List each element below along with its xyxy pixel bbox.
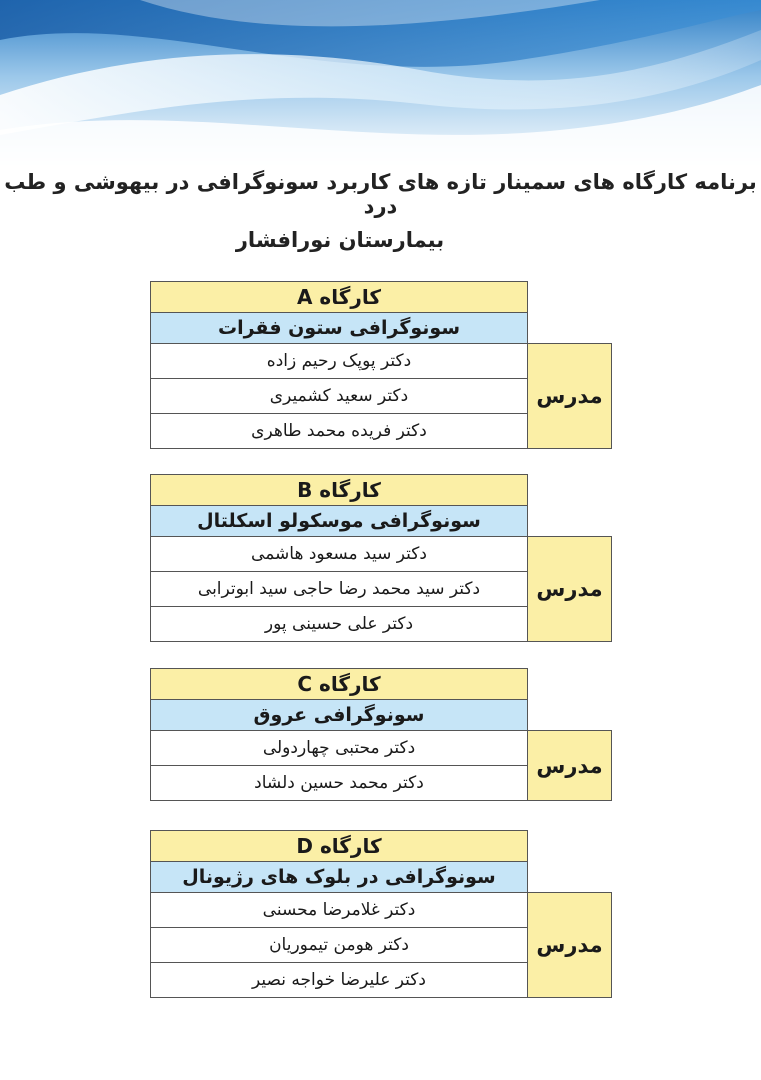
page-subtitle: بیمارستان نورافشار [235, 228, 445, 252]
workshop-c [150, 668, 612, 805]
teacher-name: دکتر سید محمد رضا حاجی سید ابوترابی [150, 571, 528, 607]
teacher-name: دکتر علی حسینی پور [150, 606, 528, 642]
workshop-topic: سونوگرافی ستون فقرات [150, 312, 528, 344]
teacher-name: دکتر غلامرضا محسنی [150, 892, 528, 928]
teacher-name: دکتر محتبی چهاردولی [150, 730, 528, 766]
workshop-header [150, 830, 528, 862]
workshop-d [150, 830, 612, 1002]
workshop-word: کارگاه [319, 478, 381, 502]
workshop-letter: B [297, 478, 313, 502]
workshop-header [150, 281, 528, 313]
teacher-name: دکتر علیرضا خواجه نصیر [150, 962, 528, 998]
teacher-name: دکتر سید مسعود هاشمی [150, 536, 528, 572]
header-banner [0, 0, 761, 170]
workshop-a [150, 281, 612, 453]
teacher-label: مدرس [527, 536, 612, 642]
teacher-name: دکتر فریده محمد طاهری [150, 413, 528, 449]
teacher-name: دکتر محمد حسین دلشاد [150, 765, 528, 801]
teacher-label: مدرس [527, 343, 612, 449]
teacher-name: دکتر سعید کشمیری [150, 378, 528, 414]
workshop-letter: A [296, 285, 313, 309]
workshop-letter: C [297, 672, 313, 696]
workshop-header [150, 668, 528, 700]
workshop-word: کارگاه [319, 285, 382, 309]
workshop-topic: سونوگرافی در بلوک های رژیونال [150, 861, 528, 893]
teacher-label: مدرس [527, 892, 612, 998]
teacher-name: دکتر هومن تیموریان [150, 927, 528, 963]
workshop-letter: D [296, 834, 314, 858]
workshop-b [150, 474, 612, 646]
teacher-name: دکتر پوپک رحیم زاده [150, 343, 528, 379]
page-title: برنامه کارگاه های سمینار تازه های کاربرد سونوگرافی در بیهوشی و طب درد [4, 170, 757, 218]
workshop-word: کارگاه [319, 672, 381, 696]
workshop-word: کارگاه [319, 834, 382, 858]
workshop-topic: سونوگرافی عروق [150, 699, 528, 731]
teacher-label: مدرس [527, 730, 612, 801]
workshop-topic: سونوگرافی موسکولو اسکلتال [150, 505, 528, 537]
workshop-header [150, 474, 528, 506]
